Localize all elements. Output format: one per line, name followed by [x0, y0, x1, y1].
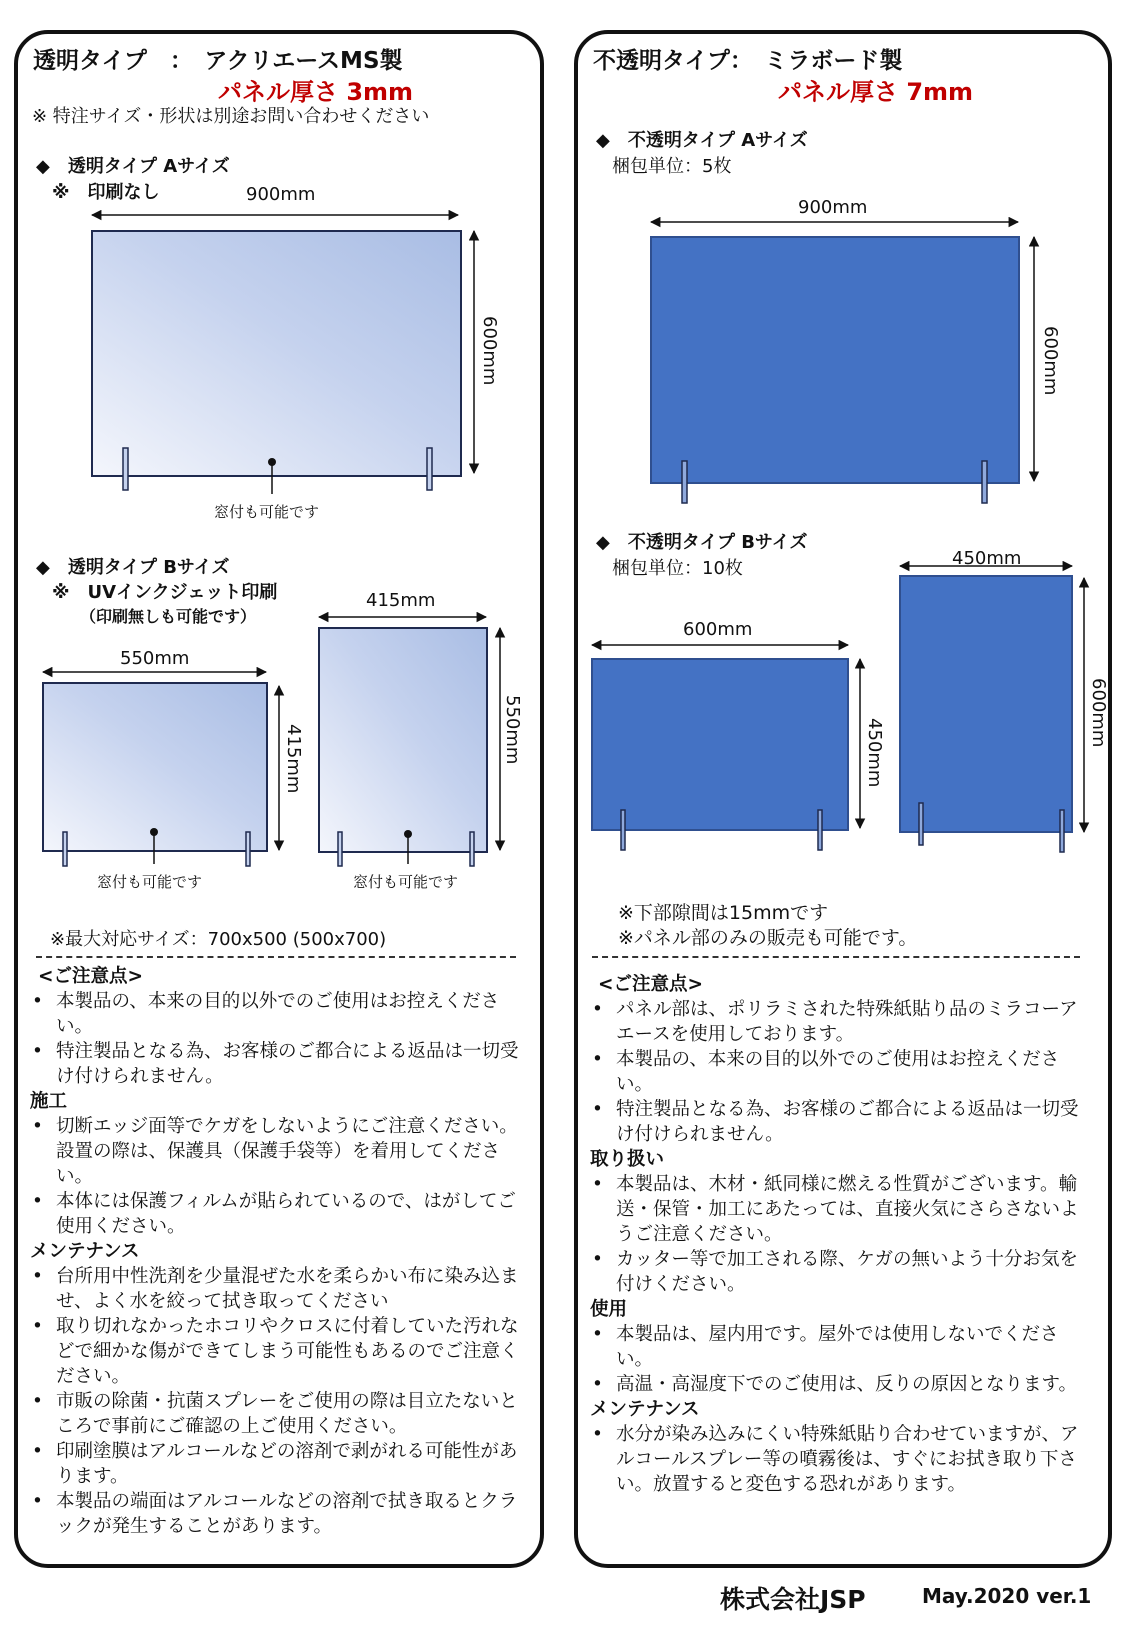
left-b2-height: 550mm — [502, 695, 523, 765]
right-a-height: 600mm — [1040, 326, 1061, 396]
list-item: • カッター等で加工される際、ケガの無いよう十分お気を付けください。 — [590, 1247, 1084, 1297]
right-size-a-heading: ◆ 不透明タイプ Aサイズ — [596, 130, 808, 151]
list-item: • 本製品は、木材・紙同様に燃える性質がございます。輸送・保管・加工にあたっては、直接火気にさらさないようご注意ください。 — [590, 1172, 1084, 1247]
footer-version: May.2020 ver.1 — [922, 1584, 1092, 1608]
list-item: • パネル部は、ポリラミされた特殊紙貼り品のミラコーアエースを使用しております。 — [590, 997, 1084, 1047]
list-item: • 台所用中性洗剤を少量混ぜた水を柔らかい布に染み込ませ、よく水を絞って拭き取ってください — [30, 1264, 520, 1314]
left-size-a-heading: ◆ 透明タイプ Aサイズ — [36, 156, 230, 177]
left-size-a-sub: ※ 印刷なし — [52, 182, 160, 203]
footer-company: 株式会社JSP — [720, 1585, 866, 1614]
left-thickness: パネル厚さ 3mm — [218, 78, 414, 106]
list-item: • 特注製品となる為、お客様のご都合による返品は一切受け付けられません。 — [30, 1039, 520, 1089]
left-b1-window: 窓付も可能です — [97, 873, 203, 891]
left-title: 透明タイプ ： アクリエースMS製 — [33, 48, 403, 74]
left-construction-title: 施工 — [30, 1091, 68, 1112]
left-maintenance-title: メンテナンス — [30, 1241, 140, 1262]
right-title: 不透明タイプ： ミラボード製 — [593, 48, 903, 74]
list-item: • 本製品の端面はアルコールなどの溶剤で拭き取るとクラックが発生することがあります。 — [30, 1489, 520, 1539]
left-b1-height: 415mm — [283, 724, 304, 794]
right-size-b-pack: 梱包単位：10枚 — [612, 558, 743, 579]
left-a-height: 600mm — [479, 316, 500, 386]
right-maintenance-title: メンテナンス — [590, 1399, 700, 1420]
left-b2-width: 415mm — [366, 590, 436, 611]
right-divider — [592, 956, 1080, 958]
right-b1-height: 450mm — [864, 718, 885, 788]
left-b2-window: 窓付も可能です — [353, 873, 459, 891]
right-b1-width: 600mm — [683, 619, 753, 640]
left-notes — [30, 964, 520, 1539]
opaque-panel-b1 — [592, 645, 860, 850]
list-item: • 特注製品となる為、お客様のご都合による返品は一切受け付けられません。 — [590, 1097, 1084, 1147]
list-item: • 本製品の、本来の目的以外でのご使用はお控えください。 — [30, 989, 520, 1039]
right-usage-title: 使用 — [590, 1299, 628, 1320]
list-item: • 本製品の、本来の目的以外でのご使用はお控えください。 — [590, 1047, 1084, 1097]
opaque-panel-b2 — [900, 566, 1084, 852]
list-item: • 市販の除菌・抗菌スプレーをご使用の際は目立たないところで事前にご確認の上ご使用ください。 — [30, 1389, 520, 1439]
right-b2-width: 450mm — [952, 548, 1022, 569]
list-item: • 印刷塗膜はアルコールなどの溶剤で剥がれる可能性があります。 — [30, 1439, 520, 1489]
right-gap-note: ※下部隙間は15mmです — [618, 902, 829, 924]
clear-panel-b2 — [319, 617, 500, 866]
right-handling-title: 取り扱い — [590, 1149, 665, 1170]
left-a-width: 900mm — [246, 184, 316, 205]
right-b2-height: 600mm — [1088, 678, 1109, 748]
list-item: • 本体には保護フィルムが貼られているので、はがしてご使用ください。 — [30, 1189, 520, 1239]
list-item: • 高温・高湿度下でのご使用は、反りの原因となります。 — [590, 1372, 1084, 1397]
list-item: • 切断エッジ面等でケガをしないようにご注意ください。設置の際は、保護具（保護手袋等）を着用してください。 — [30, 1114, 520, 1189]
right-a-width: 900mm — [798, 197, 868, 218]
left-notes-title: <ご注意点> — [38, 966, 144, 987]
right-notes-title: <ご注意点> — [598, 974, 704, 995]
left-size-b-sub2: （印刷無しも可能です） — [80, 607, 257, 626]
left-custom-note: ※ 特注サイズ・形状は別途お問い合わせください — [32, 106, 430, 127]
list-item: • 取り切れなかったホコリやクロスに付着していた汚れなどで細かな傷ができてしまう可能性もあるのでご注意ください。 — [30, 1314, 520, 1389]
right-size-a-pack: 梱包単位：5枚 — [612, 156, 732, 177]
left-divider — [36, 956, 516, 958]
list-item: • 本製品は、屋内用です。屋外では使用しないでください。 — [590, 1322, 1084, 1372]
right-notes — [590, 972, 1084, 1497]
clear-panel-a — [92, 215, 474, 494]
left-a-window: 窓付も可能です — [214, 503, 320, 521]
right-thickness: パネル厚さ 7mm — [778, 78, 974, 106]
right-panel-only: ※パネル部のみの販売も可能です。 — [618, 927, 918, 949]
clear-panel-b1 — [43, 672, 279, 866]
left-max-size: ※最大対応サイズ：700x500 (500x700) — [50, 929, 387, 950]
right-size-b-heading: ◆ 不透明タイプ Bサイズ — [596, 532, 808, 553]
left-b1-width: 550mm — [120, 648, 190, 669]
left-size-b-sub: ※ UVインクジェット印刷 — [52, 582, 278, 603]
list-item: • 水分が染み込みにくい特殊紙貼り合わせていますが、アルコールスプレー等の噴霧後は、すぐにお拭き取り下さい。放置すると変色する恐れがあります。 — [590, 1422, 1084, 1497]
opaque-panel-a — [651, 222, 1034, 503]
left-size-b-heading: ◆ 透明タイプ Bサイズ — [36, 557, 230, 578]
